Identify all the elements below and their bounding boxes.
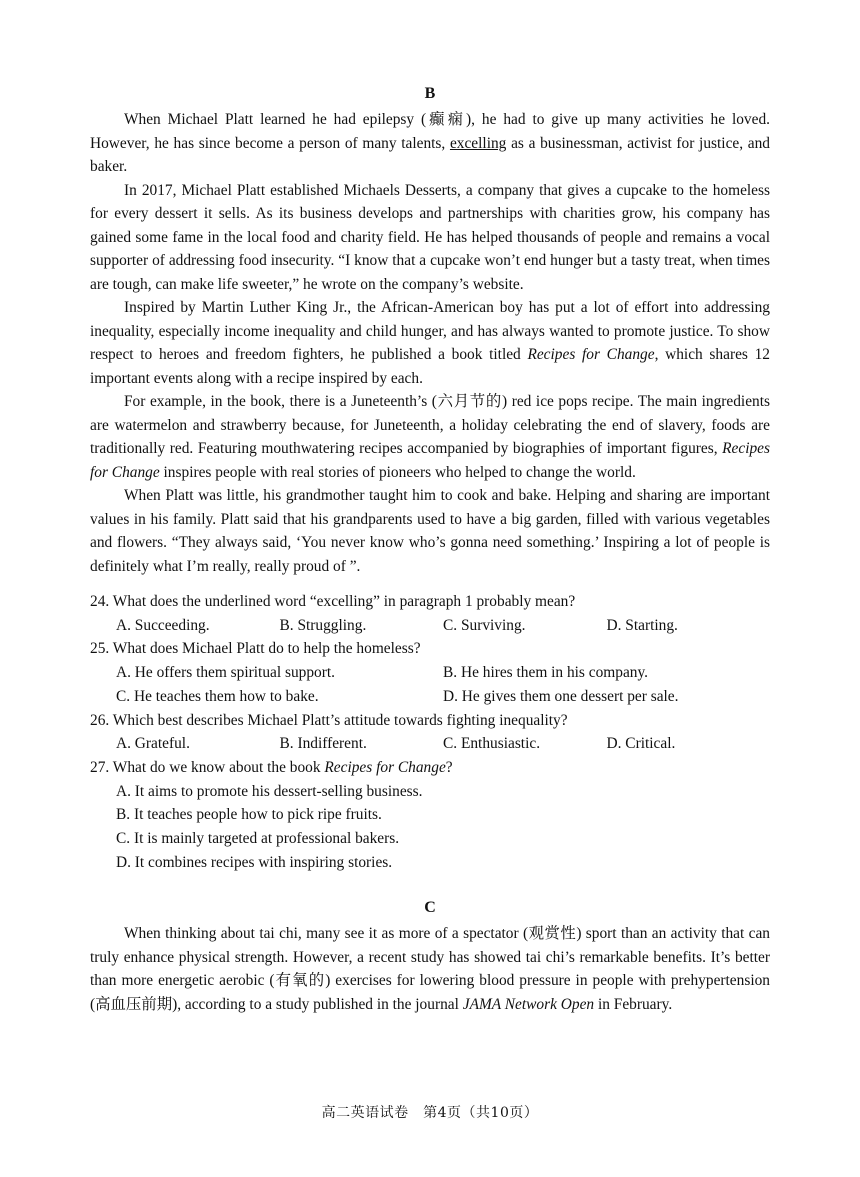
question-27: 27. What do we know about the book Recipes for Change? [90,758,453,776]
question-25-options-row-2 [90,685,770,709]
exam-page [90,82,770,1016]
question-24: 24. What does the underlined word “excelling” in paragraph 1 probably mean? [90,593,576,610]
question-25: 25. What does Michael Platt do to help the homeless? [90,640,421,658]
book-title: Recipes for Change [90,440,770,481]
option-c: C. He teaches them how to bake. [116,687,319,705]
option-b: B. He hires them in his company. [443,664,649,682]
passage-c-paragraph-1: When thinking about tai chi, many see it as more of a spectator (观赏性) sport than an activity that can truly enhance physical strength. However, a recent study has showed tai chi’s remarkable benefits. It’s better than more energetic aerobic (有氧的) exercises for lowering blood pressure in people with prehypertension (高血压前期), according to a study published in the journal JAMA Network Open in February. [90,925,770,1013]
option-b: B. It teaches people how to pick ripe fruits. [116,806,382,824]
passage-b-paragraph-5: When Platt was little, his grandmother taught him to cook and bake. Helping and sharing are important values in his family. Platt said that his grandparents used to have a big garden, filled with various vegetables and flowers. “They always said, ‘You never know who’s gonna need something.’ Inspiring a lot of people is definitely what I’m really, really proud of ”. [90,487,770,575]
question-26: 26. Which best describes Michael Platt’s attitude towards fighting inequality? [90,711,568,729]
option-d: D. Critical. [606,735,676,753]
question-24-options [90,614,770,638]
question-26-options [90,732,770,756]
option-c: C. It is mainly targeted at professional bakers. [116,830,400,848]
option-c: C. Enthusiastic. [443,735,541,753]
option-a: A. He offers them spiritual support. [116,664,335,682]
option-d: D. It combines recipes with inspiring stories. [116,853,393,871]
question-list [90,590,770,874]
option-a: A. Succeeding. [116,616,210,634]
question-25-options-row-1 [90,661,770,685]
passage-b-paragraph-3: Inspired by Martin Luther King Jr., the African-American boy has put a lot of effort into addressing inequality, especially income inequality and child hunger, and has always wanted to promote justice. To show respect to heroes and freedom fighters, he published a book titled Recipes for Change, which shares 12 important events along with a recipe inspired by each. [90,299,770,387]
option-d: D. He gives them one dessert per sale. [443,687,679,705]
passage-b-paragraph-1: When Michael Platt learned he had epilepsy (癫痫), he had to give up many activities he loved. However, he has since become a person of many talents, excelling as a businessman, activist for justice, and baker. [90,111,770,175]
page-footer: 高二英语试卷 第4页（共10页） [321,1105,539,1121]
section-b-heading: B [424,85,436,102]
option-d: D. Starting. [606,616,678,634]
option-a: A. It aims to promote his dessert-selling business. [116,782,423,800]
underlined-word: excelling [449,134,507,152]
section-c-heading: C [424,899,436,917]
journal-title: JAMA Network Open [462,995,595,1013]
option-c: C. Surviving. [443,616,526,634]
book-title: Recipes for Change [527,346,655,363]
option-b: B. Indifferent. [279,735,367,753]
option-a: A. Grateful. [116,735,190,753]
passage-b-paragraph-4: For example, in the book, there is a Juneteenth’s (六月节的) red ice pops recipe. The main ingredients are watermelon and strawberry because, for Juneteenth, a holiday celebrating the end of slavery, foods are traditionally red. Featuring mouthwatering recipes accompanied by biographies of important figures, Recipes for Change inspires people with real stories of pioneers who helped to change the world. [90,393,770,481]
passage-b-paragraph-2: In 2017, Michael Platt established Michaels Desserts, a company that gives a cupcake to the homeless for every dessert it sells. As its business develops and partnerships with charities grow, his company has gained some fame in the local food and charity field. He has helped thousands of people and remains a vocal supporter of addressing food insecurity. “I know that a cupcake won’t end hunger but a tasty treat, when times are tough, can make life sweeter,” he wrote on the company’s website. [90,181,770,293]
option-b: B. Struggling. [279,616,367,634]
book-title: Recipes for Change [324,758,446,776]
